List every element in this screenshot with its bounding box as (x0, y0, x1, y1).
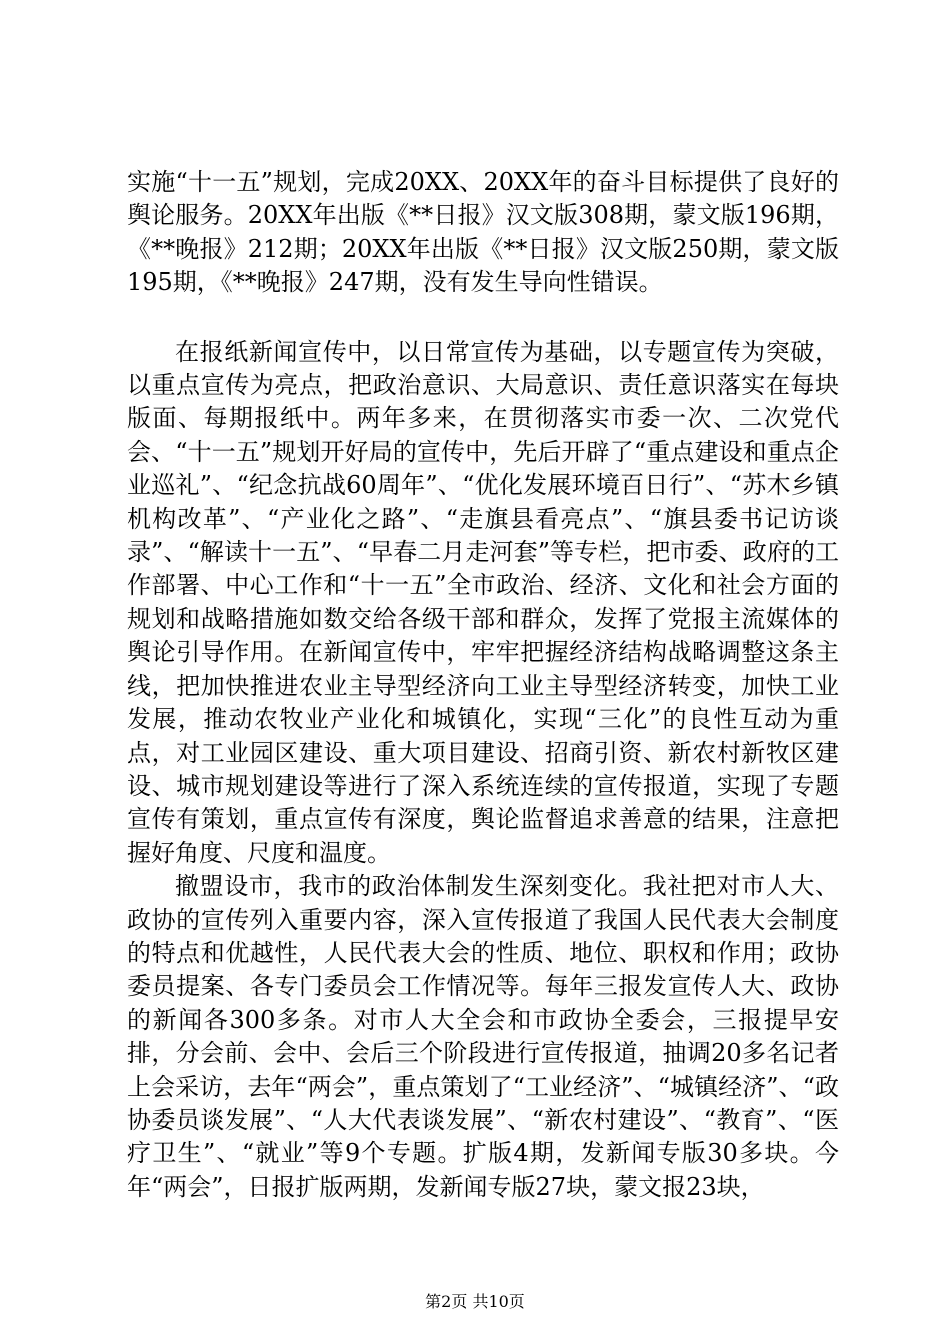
paragraph-2: 在报纸新闻宣传中，以日常宣传为基础，以专题宣传为突破，以重点宣传为亮点，把政治意识、大局意识、责任意识落实在每块版面、每期报纸中。两年多来，在贯彻落实市委一次、二次党代会、“十一五”规划开好局的宣传中，先后开辟了“重点建设和重点企业巡礼”、“纪念抗战60周年”、“优化发展环境百日行”、“苏木乡镇机构改革”、“产业化之路”、“走旗县看亮点”、“旗县委书记访谈录”、“解读十一五”、“早春二月走河套”等专栏，把市委、政府的工作部署、中心工作和“十一五”全市政治、经济、文化和社会方面的规划和战略措施如数交给各级干部和群众，发挥了党报主流媒体的舆论引导作用。在新闻宣传中，牢牢把握经济结构战略调整这条主线，把加快推进农业主导型经济向工业主导型经济转变，加快工业发展，推动农牧业产业化和城镇化，实现“三化”的良性互动为重点，对工业园区建设、重大项目建设、招商引资、新农村新牧区建设、城市规划建设等进行了深入系统连续的宣传报道，实现了专题宣传有策划，重点宣传有深度，舆论监督追求善意的结果，注意把握好角度、尺度和温度。 (127, 337, 839, 867)
paragraph-spacer (127, 300, 839, 336)
page-number-footer: 第2页 共10页 (425, 1292, 525, 1311)
paragraph-1: 实施“十一五”规划，完成20XX、20XX年的奋斗目标提供了良好的舆论服务。20XX年出版《**日报》汉文版308期，蒙文版196期，《**晚报》212期；20XX年出版《**日报》汉文版250期，蒙文版195期，《**晚报》247期，没有发生导向性错误。 (127, 168, 839, 297)
document-body (127, 166, 839, 1204)
paragraph-3: 撤盟设市，我市的政治体制发生深刻变化。我社把对市人大、政协的宣传列入重要内容，深入宣传报道了我国人民代表大会制度的特点和优越性，人民代表大会的性质、地位、职权和作用；政协委员提案、各专门委员会工作情况等。每年三报发宣传人大、政协的新闻各300多条。对市人大全会和市政协全委会，三报提早安排，分会前、会中、会后三个阶段进行宣传报道，抽调20多名记者上会采访，去年“两会”，重点策划了“工业经济”、“城镇经济”、“政协委员谈发展”、“人大代表谈发展”、“新农村建设”、“教育”、“医疗卫生”、“就业”等9个专题。扩版4期，发新闻专版30多块。今年“两会”，日报扩版两期，发新闻专版27块，蒙文报23块， (127, 872, 839, 1201)
